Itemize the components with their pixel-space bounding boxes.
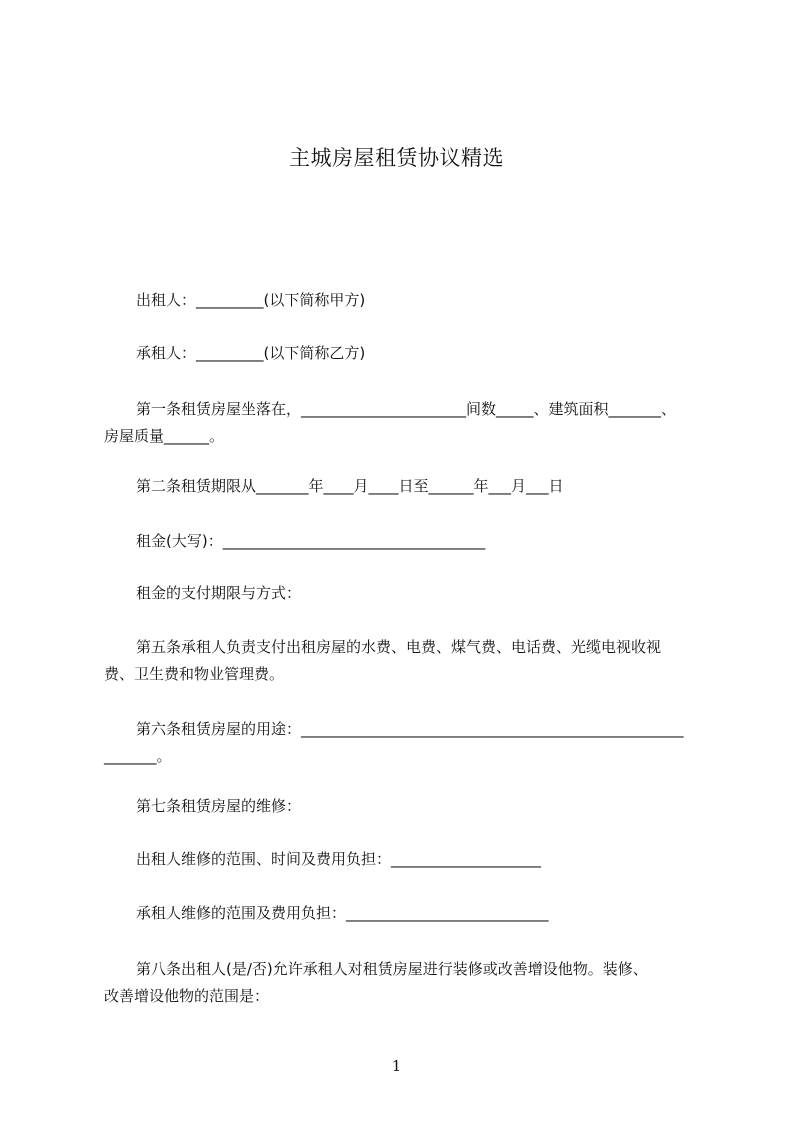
paragraph-lessor-repair <box>104 846 704 873</box>
paragraph-line: 出租人：_________(以下简称甲方) <box>136 291 366 309</box>
paragraph-line: _______。 <box>104 747 172 765</box>
paragraph-line: 出租人维修的范围、时间及费用负担：____________________ <box>136 850 542 868</box>
paragraph-article-6 <box>104 716 704 770</box>
paragraph-rent-amount <box>104 528 704 555</box>
paragraph-line: 租金(大写)：___________________________________ <box>136 532 486 550</box>
paragraph-line: 第六条租赁房屋的用途：___________________________________________________ <box>136 720 684 738</box>
paragraph-lessor <box>104 287 704 314</box>
paragraph-article-2 <box>104 473 704 500</box>
paragraph-payment-terms <box>104 580 704 607</box>
paragraph-article-7 <box>104 793 704 820</box>
page-number: 1 <box>391 1057 402 1075</box>
paragraph-line: 第五条承租人负责支付出租房屋的水费、电费、煤气费、电话费、光缆电视收视 <box>136 638 662 656</box>
paragraph-article-8 <box>104 956 704 1010</box>
paragraph-lessee-repair <box>104 900 704 927</box>
paragraph-line: 租金的支付期限与方式： <box>136 584 302 602</box>
paragraph-line: 费、卫生费和物业管理费。 <box>104 665 285 683</box>
paragraph-line: 承租人维修的范围及费用负担：___________________________ <box>136 904 549 922</box>
document-title: 主城房屋租赁协议精选 <box>289 146 504 170</box>
paragraph-line: 第二条租赁期限从_______年____月____日至______年___月___日 <box>136 477 564 495</box>
paragraph-line: 房屋质量______。 <box>104 427 225 445</box>
paragraph-lessee <box>104 340 704 367</box>
paragraph-article-1 <box>104 396 704 450</box>
paragraph-line: 改善增设他物的范围是： <box>104 987 270 1005</box>
paragraph-article-5 <box>104 634 704 688</box>
paragraph-line: 第七条租赁房屋的维修： <box>136 797 302 815</box>
paragraph-line: 第一条租赁房屋坐落在，______________________间数_____、建筑面积_______、 <box>136 400 677 418</box>
paragraph-line: 第八条出租人(是/否)允许承租人对租赁房屋进行装修或改善增设他物。装修、 <box>136 960 648 978</box>
paragraph-line: 承租人：_________(以下简称乙方) <box>136 344 366 362</box>
